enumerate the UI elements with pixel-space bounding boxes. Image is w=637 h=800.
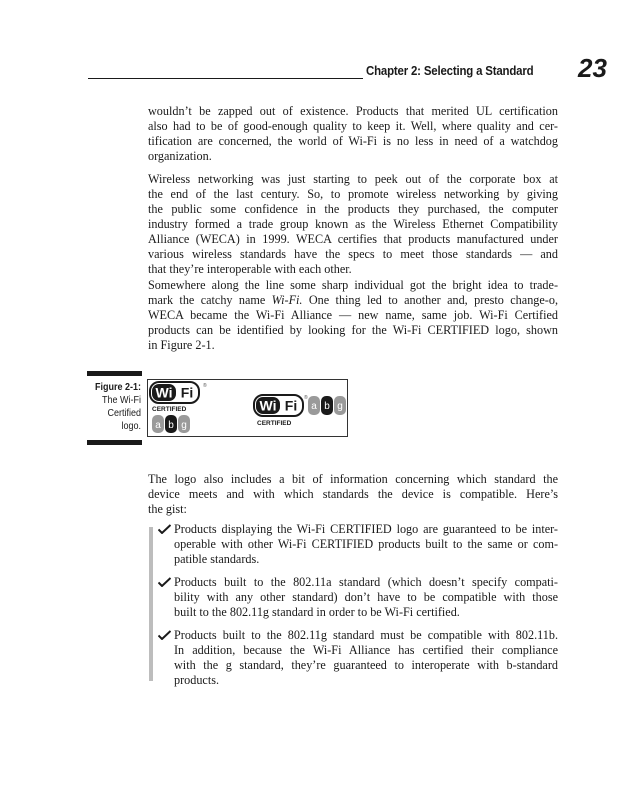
text-line: In addition, because the Wi-Fi Alliance has certified their compliance: [174, 643, 558, 657]
text-line: Products displaying the Wi-Fi CERTIFIED logo are guaranteed to be inter-: [174, 522, 558, 536]
checkmark-icon: [158, 524, 171, 534]
text-line: the gist:: [148, 502, 187, 516]
text-line: built to the 802.11g standard in order to be Wi-Fi certified.: [174, 605, 460, 619]
paragraph-4: [148, 472, 558, 517]
page-number: 23: [578, 53, 607, 83]
text-line: also had to be of good-enough quality to keep it. Well, where quality and cer-: [148, 119, 558, 133]
figure-rule-bottom: [87, 440, 142, 445]
text-line: patible standards.: [174, 552, 260, 566]
text-line: that they’re interoperable with each other.: [148, 262, 352, 276]
standard-a-letter: a: [311, 401, 317, 412]
text-line: Products built to the 802.11a standard (which doesn’t specify compati-: [174, 575, 558, 589]
text-line: the end of the last century. So, to promote wireless networking by giving: [148, 187, 558, 201]
standard-b-letter: b: [168, 420, 174, 431]
gist-bullet-list: [156, 522, 558, 696]
list-item: [156, 628, 558, 688]
text-line: wouldn’t be zapped out of existence. Products that merited UL certification: [148, 104, 558, 118]
text-line: Alliance (WECA) in 1999. WECA certifies that products manufactured under: [148, 232, 558, 246]
logo-fi-text: Fi: [284, 397, 298, 414]
text-line: Somewhere along the line some sharp individual got the bright idea to trade-: [148, 278, 558, 292]
logo-certified-text: CERTIFIED: [257, 420, 292, 427]
wifi-emphasis: Wi-Fi.: [271, 293, 303, 307]
text-line: The logo also includes a bit of information concerning which standard the: [148, 472, 558, 486]
caption-line: logo.: [121, 421, 141, 432]
caption-line: Certified: [107, 408, 141, 419]
text-run: mark the catchy name: [148, 293, 272, 307]
figure-label: Figure 2-1:: [94, 382, 141, 393]
caption-line: The Wi-Fi: [101, 395, 141, 406]
text-line: WECA became the Wi-Fi Alliance — new name, same job. Wi-Fi Certified: [148, 308, 558, 322]
text-line: the public some confidence in the products they purchased, the computer: [148, 202, 558, 216]
wifi-logo-horizontal: [254, 394, 346, 427]
wifi-certified-logo-figure: [147, 379, 348, 437]
text-line: industry formed a trade group known as the Wireless Ethernet Compatibility: [148, 217, 558, 231]
paragraph-3: [148, 278, 558, 353]
text-line: tification are concerned, the world of Wi-Fi is no less in need of a watchdog: [148, 134, 558, 148]
text-run: One thing led to another and, presto change-o,: [302, 293, 558, 307]
standard-a-letter: a: [155, 420, 161, 431]
checkmark-icon: [158, 630, 171, 640]
text-line: device meets and with which standards the device is compatible. Here’s: [148, 487, 558, 501]
standard-g-letter: g: [337, 401, 343, 412]
figure-rule-top: [87, 371, 142, 376]
text-line: [148, 293, 558, 308]
text-line: organization.: [148, 149, 212, 163]
paragraph-2: [148, 172, 558, 277]
text-line: Wireless networking was just starting to peek out of the corporate box at: [148, 172, 558, 186]
text-line: in Figure 2-1.: [148, 338, 215, 352]
list-item: [156, 522, 558, 567]
standard-b-letter: b: [324, 401, 330, 412]
text-line: various wireless standards have the specs to meet those standards — and: [148, 247, 558, 261]
list-item: [156, 575, 558, 620]
text-line: Products built to the 802.11g standard must be compatible with 802.11b.: [174, 628, 558, 642]
wifi-logo-stacked: [150, 382, 207, 433]
logo-certified-text: CERTIFIED: [152, 406, 187, 413]
checkmark-icon: [158, 577, 171, 587]
logo-wi-text: Wi: [155, 384, 173, 401]
text-line: bility with any other standard) don’t have to be compatible with those: [174, 590, 558, 604]
logo-fi-text: Fi: [180, 384, 194, 401]
text-line: operable with other Wi-Fi CERTIFIED products built to the same or com-: [174, 537, 558, 551]
text-line: products.: [174, 673, 220, 687]
registered-mark: ®: [304, 395, 308, 401]
registered-mark: ®: [203, 383, 207, 389]
standard-g-letter: g: [181, 420, 187, 431]
list-sidebar-bar: [149, 527, 153, 681]
chapter-title: Chapter 2: Selecting a Standard: [366, 63, 534, 78]
figure-caption: [92, 381, 141, 433]
text-line: with the g standard, they’re guaranteed to interoperate with b-standard: [174, 658, 558, 672]
paragraph-1: [148, 104, 558, 164]
text-line: products can be identified by looking for the Wi-Fi CERTIFIED logo, shown: [148, 323, 558, 337]
header-rule: [88, 78, 363, 79]
logo-wi-text: Wi: [259, 397, 277, 414]
